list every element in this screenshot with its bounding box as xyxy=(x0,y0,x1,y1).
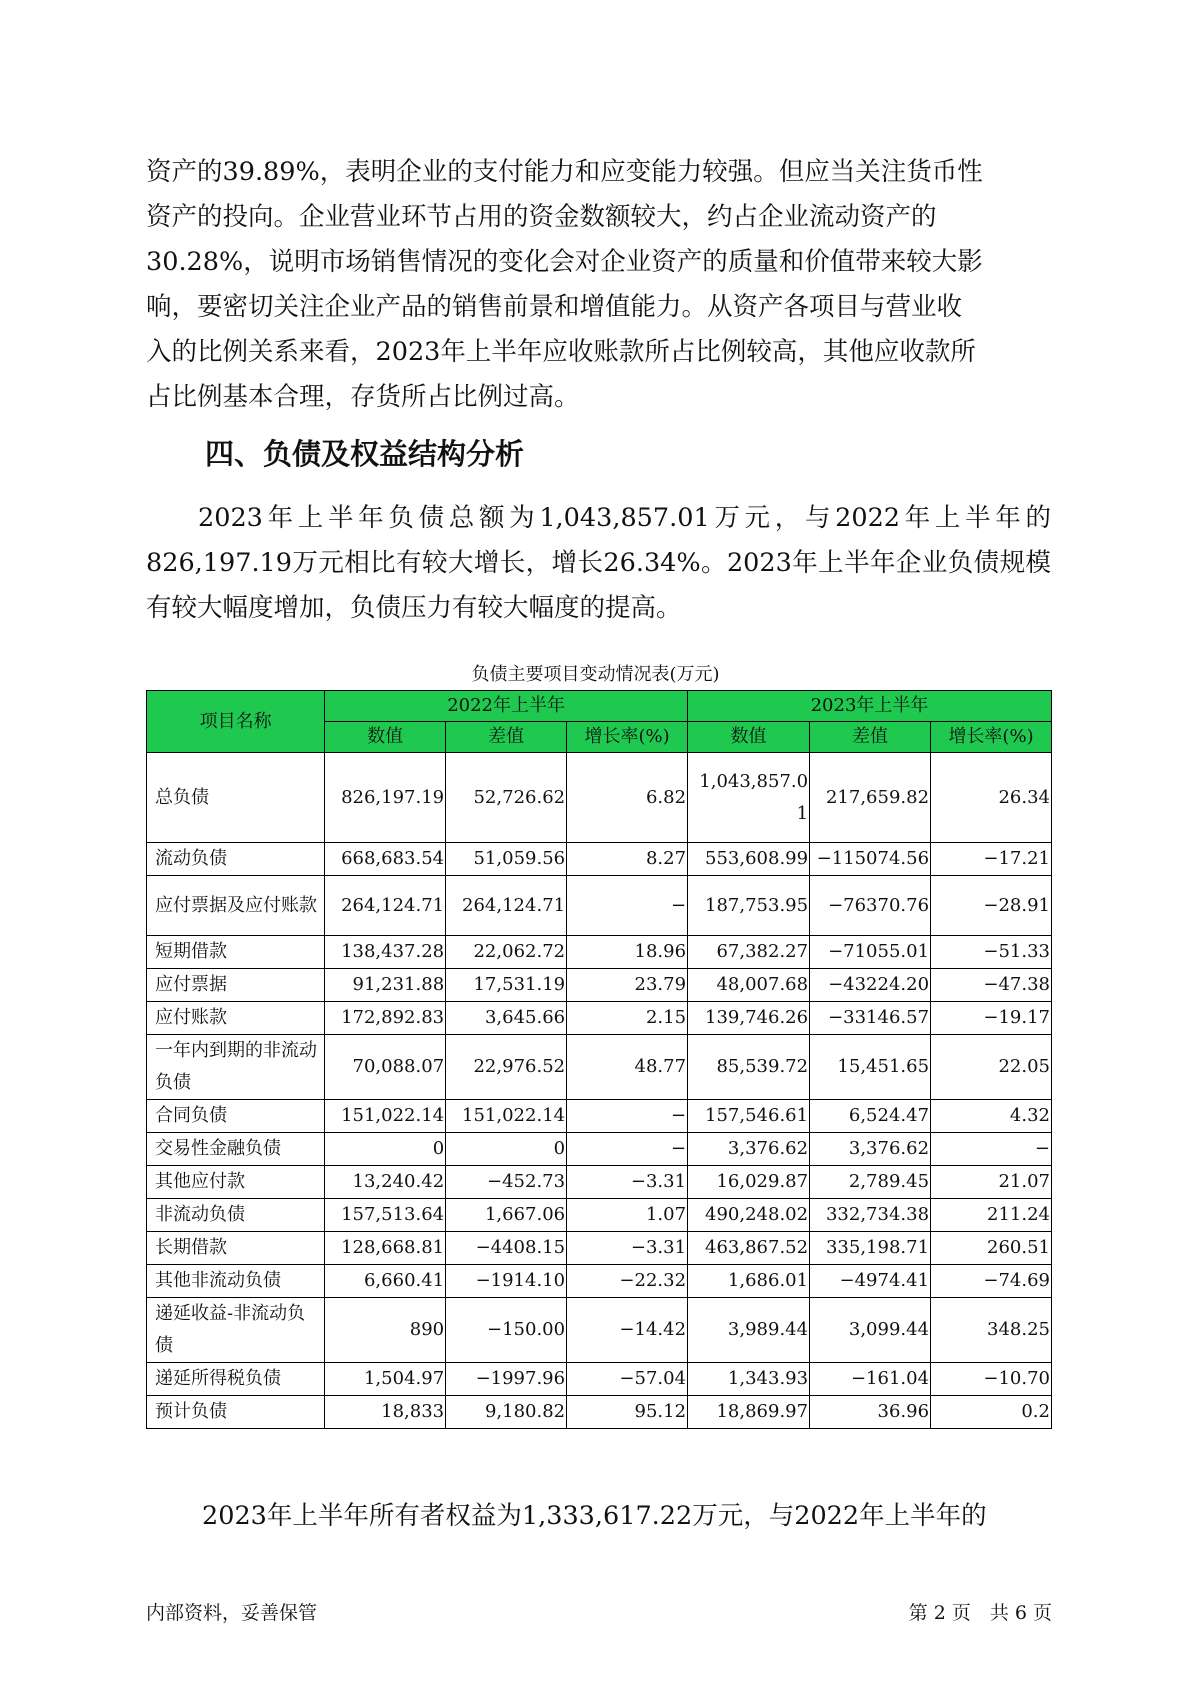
row-name: 流动负债 xyxy=(147,843,325,876)
cell-value: 3,989.44 xyxy=(688,1298,810,1363)
cell-value: 6.82 xyxy=(567,753,688,843)
text-line: 30.28%，说明市场销售情况的变化会对企业资产的质量和价值带来较大影 xyxy=(146,247,983,277)
table-row xyxy=(147,1002,1052,1035)
cell-value: − xyxy=(567,1133,688,1166)
cell-value: 1,667.06 xyxy=(446,1199,567,1232)
cell-value: 21.07 xyxy=(931,1166,1052,1199)
subheader-growth: 增长率(%) xyxy=(567,722,688,753)
cell-value: 157,513.64 xyxy=(325,1199,446,1232)
cell-value: 48.77 xyxy=(567,1035,688,1100)
header-year-2023: 2023年上半年 xyxy=(688,691,1052,722)
equity-paragraph: 2023年上半年所有者权益为1,333,617.22万元，与2022年上半年的 xyxy=(202,1501,987,1531)
page-number: 第 2 页 共 6 页 xyxy=(908,1602,1052,1624)
row-name: 交易性金融负债 xyxy=(147,1133,325,1166)
cell-value: 2,789.45 xyxy=(810,1166,931,1199)
cell-value: 1,343.93 xyxy=(688,1363,810,1396)
cell-value: 91,231.88 xyxy=(325,969,446,1002)
row-name: 应付票据 xyxy=(147,969,325,1002)
cell-value: −161.04 xyxy=(810,1363,931,1396)
table-row xyxy=(147,1396,1052,1429)
cell-value: −28.91 xyxy=(931,876,1052,936)
intro-paragraph xyxy=(146,150,1051,420)
cell-value: 826,197.19 xyxy=(325,753,446,843)
row-name: 应付账款 xyxy=(147,1002,325,1035)
cell-value: 0 xyxy=(446,1133,567,1166)
cell-value: 1.07 xyxy=(567,1199,688,1232)
cell-value: 16,029.87 xyxy=(688,1166,810,1199)
row-name: 其他非流动负债 xyxy=(147,1265,325,1298)
row-name: 合同负债 xyxy=(147,1100,325,1133)
cell-value: −10.70 xyxy=(931,1363,1052,1396)
cell-value: 51,059.56 xyxy=(446,843,567,876)
cell-value: −71055.01 xyxy=(810,936,931,969)
cell-value: 490,248.02 xyxy=(688,1199,810,1232)
cell-value: −57.04 xyxy=(567,1363,688,1396)
row-name: 应付票据及应付账款 xyxy=(147,876,325,936)
cell-value: 211.24 xyxy=(931,1199,1052,1232)
cell-value: −3.31 xyxy=(567,1232,688,1265)
cell-value: 1,043,857.01 xyxy=(688,753,810,843)
cell-value: −76370.76 xyxy=(810,876,931,936)
cell-value: 890 xyxy=(325,1298,446,1363)
cell-value: 48,007.68 xyxy=(688,969,810,1002)
cell-value: 18.96 xyxy=(567,936,688,969)
cell-value: 187,753.95 xyxy=(688,876,810,936)
table-row xyxy=(147,1166,1052,1199)
footer-note: 内部资料，妥善保管 xyxy=(146,1602,318,1624)
header-year-2022: 2022年上半年 xyxy=(325,691,688,722)
cell-value: 67,382.27 xyxy=(688,936,810,969)
subheader-diff: 差值 xyxy=(810,722,931,753)
cell-value: 3,099.44 xyxy=(810,1298,931,1363)
cell-value: 6,660.41 xyxy=(325,1265,446,1298)
cell-value: 52,726.62 xyxy=(446,753,567,843)
cell-value: 0 xyxy=(325,1133,446,1166)
cell-value: 13,240.42 xyxy=(325,1166,446,1199)
cell-value: 151,022.14 xyxy=(446,1100,567,1133)
liability-table xyxy=(146,690,1052,1429)
cell-value: 1,504.97 xyxy=(325,1363,446,1396)
cell-value: 260.51 xyxy=(931,1232,1052,1265)
table-row xyxy=(147,1265,1052,1298)
cell-value: 6,524.47 xyxy=(810,1100,931,1133)
cell-value: 0.2 xyxy=(931,1396,1052,1429)
cell-value: 70,088.07 xyxy=(325,1035,446,1100)
cell-value: −3.31 xyxy=(567,1166,688,1199)
cell-value: −115074.56 xyxy=(810,843,931,876)
cell-value: −19.17 xyxy=(931,1002,1052,1035)
cell-value: 157,546.61 xyxy=(688,1100,810,1133)
row-name: 总负债 xyxy=(147,753,325,843)
cell-value: −74.69 xyxy=(931,1265,1052,1298)
table-row xyxy=(147,1363,1052,1396)
row-name: 一年内到期的非流动负债 xyxy=(147,1035,325,1100)
cell-value: 85,539.72 xyxy=(688,1035,810,1100)
row-name: 长期借款 xyxy=(147,1232,325,1265)
row-name: 递延收益-非流动负债 xyxy=(147,1298,325,1363)
cell-value: 22,976.52 xyxy=(446,1035,567,1100)
cell-value: 332,734.38 xyxy=(810,1199,931,1232)
cell-value: 2.15 xyxy=(567,1002,688,1035)
table-row xyxy=(147,1298,1052,1363)
cell-value: 3,376.62 xyxy=(688,1133,810,1166)
table-row xyxy=(147,969,1052,1002)
cell-value: −150.00 xyxy=(446,1298,567,1363)
cell-value: 463,867.52 xyxy=(688,1232,810,1265)
cell-value: 18,833 xyxy=(325,1396,446,1429)
table-row xyxy=(147,1232,1052,1265)
cell-value: −14.42 xyxy=(567,1298,688,1363)
cell-value: −51.33 xyxy=(931,936,1052,969)
text-line: 资产的39.89%，表明企业的支付能力和应变能力较强。但应当关注货币性 xyxy=(146,157,983,187)
cell-value: 138,437.28 xyxy=(325,936,446,969)
cell-value: 668,683.54 xyxy=(325,843,446,876)
cell-value: 264,124.71 xyxy=(446,876,567,936)
table-row xyxy=(147,1133,1052,1166)
row-name: 其他应付款 xyxy=(147,1166,325,1199)
table-row xyxy=(147,876,1052,936)
cell-value: −452.73 xyxy=(446,1166,567,1199)
cell-value: − xyxy=(567,1100,688,1133)
header-item-name: 项目名称 xyxy=(147,691,325,753)
cell-value: 9,180.82 xyxy=(446,1396,567,1429)
cell-value: 3,376.62 xyxy=(810,1133,931,1166)
cell-value: −33146.57 xyxy=(810,1002,931,1035)
table-caption: 负债主要项目变动情况表(万元) xyxy=(471,664,720,685)
cell-value: 348.25 xyxy=(931,1298,1052,1363)
cell-value: 22.05 xyxy=(931,1035,1052,1100)
cell-value: 335,198.71 xyxy=(810,1232,931,1265)
cell-value: 8.27 xyxy=(567,843,688,876)
table-row xyxy=(147,1035,1052,1100)
cell-value: 18,869.97 xyxy=(688,1396,810,1429)
cell-value: − xyxy=(931,1133,1052,1166)
cell-value: − xyxy=(567,876,688,936)
liability-paragraph xyxy=(146,496,1051,631)
cell-value: −4974.41 xyxy=(810,1265,931,1298)
cell-value: −1997.96 xyxy=(446,1363,567,1396)
row-name: 预计负债 xyxy=(147,1396,325,1429)
subheader-diff: 差值 xyxy=(446,722,567,753)
table-row xyxy=(147,753,1052,843)
text-line: 入的比例关系来看，2023年上半年应收账款所占比例较高，其他应收款所 xyxy=(146,337,976,367)
text-line: 占比例基本合理，存货所占比例过高。 xyxy=(146,382,580,412)
paragraph-text: 2023年上半年负债总额为1,043,857.01万元，与2022年上半年的826,197.19万元相比有较大增长，增长26.34%。2023年上半年企业负债规模有较大幅度增加，负债压力有较大幅度的提高。 xyxy=(146,503,1051,623)
section-heading: 四、负债及权益结构分析 xyxy=(205,437,525,471)
cell-value: 26.34 xyxy=(931,753,1052,843)
cell-value: 1,686.01 xyxy=(688,1265,810,1298)
cell-value: −4408.15 xyxy=(446,1232,567,1265)
cell-value: 264,124.71 xyxy=(325,876,446,936)
cell-value: 139,746.26 xyxy=(688,1002,810,1035)
cell-value: −43224.20 xyxy=(810,969,931,1002)
table-row xyxy=(147,936,1052,969)
cell-value: 217,659.82 xyxy=(810,753,931,843)
cell-value: 128,668.81 xyxy=(325,1232,446,1265)
cell-value: 553,608.99 xyxy=(688,843,810,876)
cell-value: 36.96 xyxy=(810,1396,931,1429)
cell-value: 4.32 xyxy=(931,1100,1052,1133)
cell-value: −22.32 xyxy=(567,1265,688,1298)
row-name: 短期借款 xyxy=(147,936,325,969)
cell-value: 95.12 xyxy=(567,1396,688,1429)
cell-value: −17.21 xyxy=(931,843,1052,876)
row-name: 非流动负债 xyxy=(147,1199,325,1232)
cell-value: 22,062.72 xyxy=(446,936,567,969)
table-row xyxy=(147,1100,1052,1133)
subheader-growth: 增长率(%) xyxy=(931,722,1052,753)
cell-value: 172,892.83 xyxy=(325,1002,446,1035)
cell-value: 23.79 xyxy=(567,969,688,1002)
cell-value: −1914.10 xyxy=(446,1265,567,1298)
table-row xyxy=(147,843,1052,876)
text-line: 响，要密切关注企业产品的销售前景和增值能力。从资产各项目与营业收 xyxy=(146,292,963,322)
cell-value: 17,531.19 xyxy=(446,969,567,1002)
text-line: 资产的投向。企业营业环节占用的资金数额较大，约占企业流动资产的 xyxy=(146,202,937,232)
cell-value: 15,451.65 xyxy=(810,1035,931,1100)
cell-value: 151,022.14 xyxy=(325,1100,446,1133)
row-name: 递延所得税负债 xyxy=(147,1363,325,1396)
cell-value: −47.38 xyxy=(931,969,1052,1002)
table-body xyxy=(147,753,1052,1429)
subheader-value: 数值 xyxy=(325,722,446,753)
subheader-value: 数值 xyxy=(688,722,810,753)
table-row xyxy=(147,1199,1052,1232)
cell-value: 3,645.66 xyxy=(446,1002,567,1035)
